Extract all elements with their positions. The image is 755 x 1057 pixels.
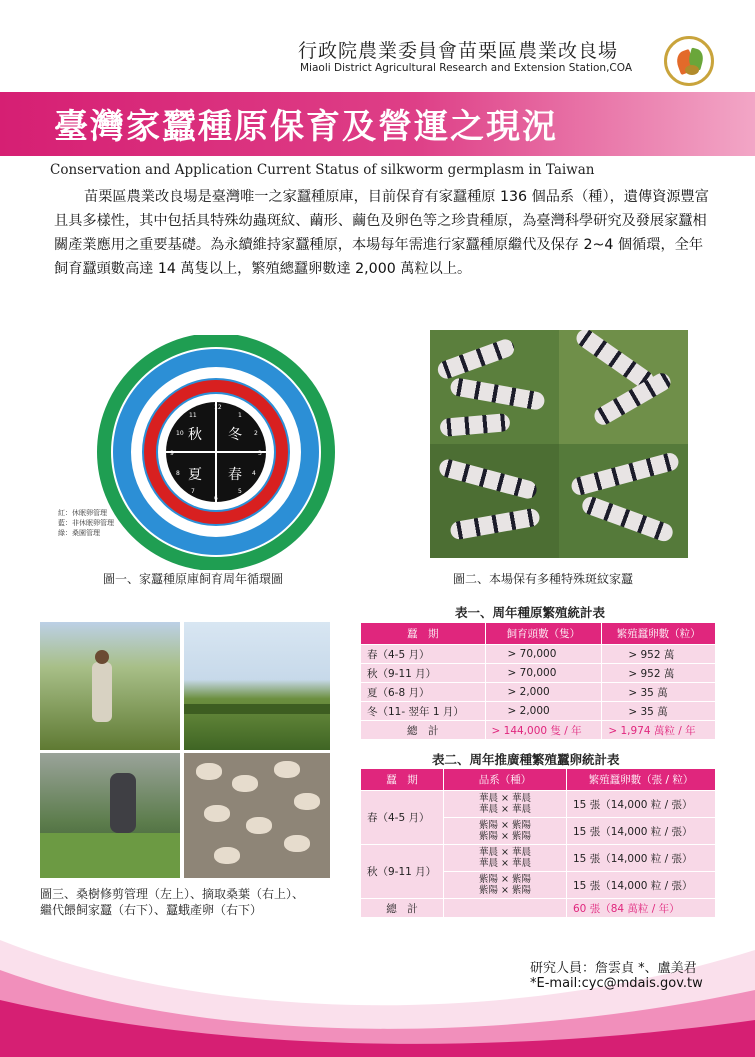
organization-name-en: Miaoli District Agricultural Research and Extension Station,COA: [300, 62, 633, 74]
organization-name-zh: 行政院農業委員會苗栗區農業改良場: [298, 40, 619, 62]
svg-text:2: 2: [254, 430, 258, 437]
svg-text:11: 11: [189, 412, 197, 419]
contact-email: *E-mail:cyc@mdais.gov.tw: [530, 976, 703, 991]
silkworm-photo-grid: [430, 330, 688, 558]
table-row: 紫陽 × 紫陽 紫陽 × 紫陽 15 張（14,000 粒 / 張）: [361, 818, 716, 845]
researcher-credit: 研究人員：詹雲貞 *、盧美君: [530, 961, 697, 976]
season-summer: 夏: [188, 467, 202, 483]
svg-text:6: 6: [214, 495, 218, 502]
svg-text:10: 10: [176, 430, 184, 437]
page-subtitle: Conservation and Application Current Status of silkworm germplasm in Taiwan: [50, 162, 595, 178]
table-row: 秋（9-11 月） > 70,000 > 952 萬: [361, 664, 716, 683]
page-title: 臺灣家蠶種原保育及營運之現況: [54, 107, 558, 147]
svg-text:7: 7: [191, 488, 195, 495]
table-row: 春（4-5 月） 華晨 × 華晨 華晨 × 華晨 15 張（14,000 粒 / 張）: [361, 791, 716, 818]
mulberry-pruning-photo: [40, 622, 180, 750]
moth-egg-laying-photo: [184, 753, 330, 878]
table2-header: 品系（種）: [444, 769, 567, 791]
table1-header: 繁殖蠶卵數（粒）: [602, 623, 716, 645]
svg-text:8: 8: [176, 470, 180, 477]
svg-text:1: 1: [238, 412, 242, 419]
svg-text:5: 5: [238, 488, 242, 495]
svg-text:4: 4: [252, 470, 256, 477]
leaf-picking-photo: [184, 622, 330, 750]
table1-header: 飼育頭數（隻）: [485, 623, 602, 645]
figure3-caption: 圖三、桑樹修剪管理（左上）、摘取桑葉（右上）、 繼代餵飼家蠶（右下）、蠶蛾產卵（右下）: [40, 887, 305, 917]
table1-breeding-stats: [360, 622, 716, 740]
table2-header: 繁殖蠶卵數（張 / 粒）: [567, 769, 716, 791]
svg-text:9: 9: [170, 450, 174, 457]
table-total-row: 總 計 > 144,000 隻 / 年 > 1,974 萬粒 / 年: [361, 721, 716, 740]
table2-title: 表二、周年推廣種繁殖蠶卵統計表: [432, 752, 620, 767]
station-logo: [664, 36, 714, 86]
annual-cycle-diagram: [96, 335, 336, 570]
table1-header: 蠶 期: [361, 623, 486, 645]
silkworm-feeding-photo: [40, 753, 180, 878]
table-row: 春（4-5 月） > 70,000 > 952 萬: [361, 645, 716, 664]
intro-paragraph: 苗栗區農業改良場是臺灣唯一之家蠶種原庫，目前保育有家蠶種原 136 個品系（種），遺傳資源豐富且具多樣性，其中包括具特殊幼蟲斑紋、繭形、繭色及卵色等之珍貴種原，為臺灣科學研究及發展家蠶相關產業應用之重要基礎。為永續維持家蠶種原，本場每年需進行家蠶種原繼代及保存 2~4 個循環，全年飼育蠶頭數高達 14 萬隻以上，繁殖總蠶卵數達 2,000 萬粒以上。: [54, 189, 709, 277]
svg-text:3: 3: [258, 450, 262, 457]
table-row: 紫陽 × 紫陽 紫陽 × 紫陽 15 張（14,000 粒 / 張）: [361, 872, 716, 899]
table-row: 夏（6-8 月） > 2,000 > 35 萬: [361, 683, 716, 702]
figure2-caption: 圖二、本場保有多種特殊斑紋家蠶: [453, 572, 634, 586]
season-autumn: 秋: [188, 427, 202, 443]
table1-title: 表一、周年種原繁殖統計表: [455, 605, 606, 620]
svg-text:12: 12: [214, 404, 222, 411]
table-row: 秋（9-11 月） 華晨 × 華晨 華晨 × 華晨 15 張（14,000 粒 / 張）: [361, 845, 716, 872]
table-row: 冬（11- 翌年 1 月） > 2,000 > 35 萬: [361, 702, 716, 721]
figure1-caption: 圖一、家蠶種原庫飼育周年循環圖: [103, 572, 284, 586]
season-winter: 冬: [228, 427, 242, 443]
season-spring: 春: [228, 467, 242, 483]
cycle-legend: 紅：休眠卵管理 藍：非休眠卵管理 綠：桑園管理: [58, 509, 114, 537]
table-total-row: 總 計 60 張（84 萬粒 / 年）: [361, 899, 716, 918]
table2-header: 蠶 期: [361, 769, 444, 791]
